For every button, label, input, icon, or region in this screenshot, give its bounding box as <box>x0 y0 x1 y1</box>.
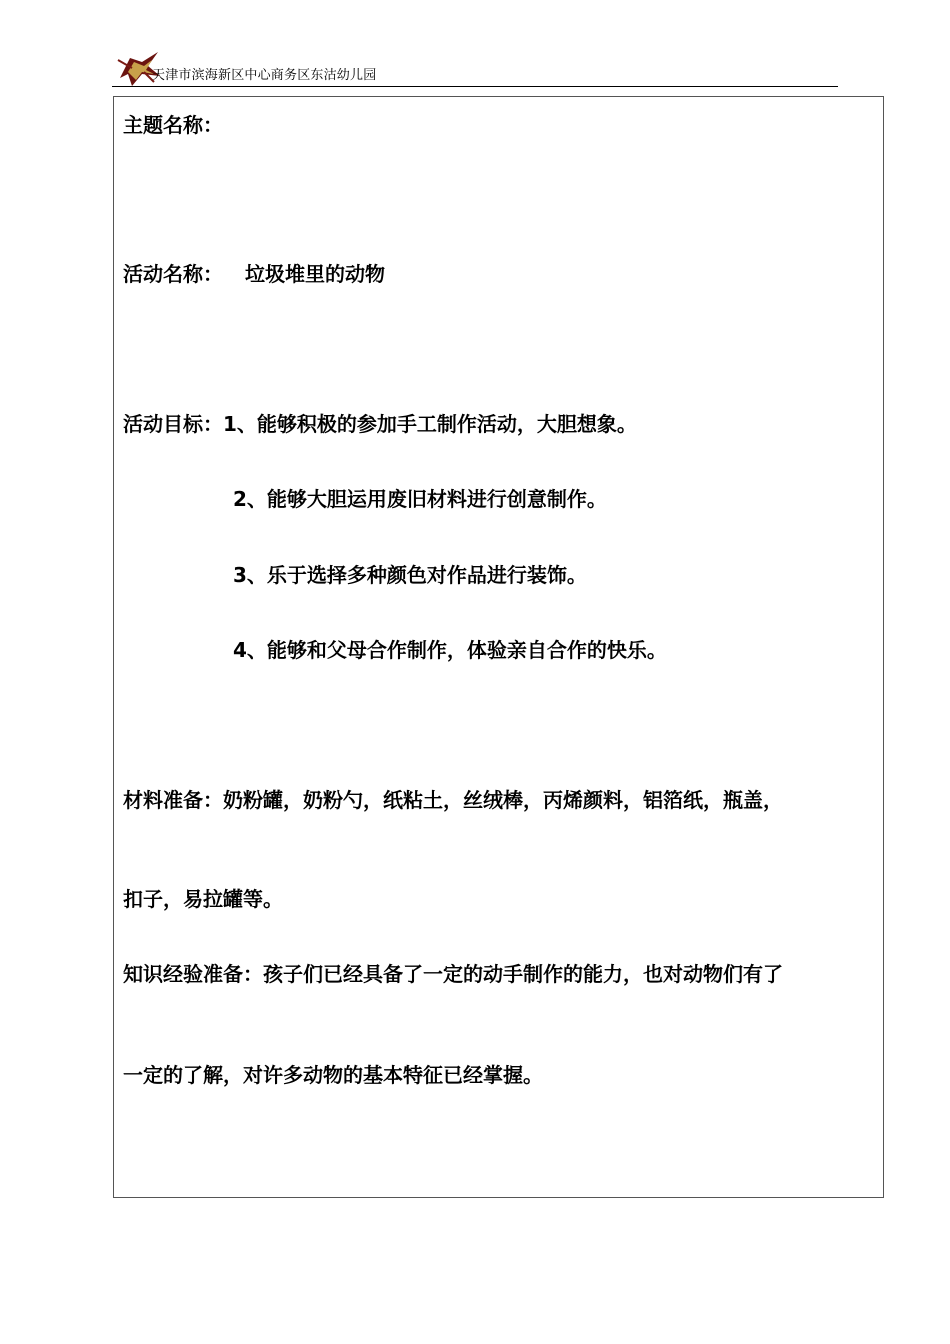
theme-row <box>123 113 223 137</box>
goals-row <box>123 412 637 436</box>
page-header <box>112 44 838 88</box>
materials-text: 奶粉罐，奶粉勺，纸粘土，丝绒棒，丙烯颜料，铝箔纸，瓶盖， <box>223 788 783 812</box>
knowledge-text: 孩子们已经具备了一定的动手制作的能力，也对动物们有了 <box>263 962 783 986</box>
knowledge-text-continued: 一定的了解，对许多动物的基本特征已经掌握。 <box>123 1063 543 1087</box>
goals-label: 活动目标： <box>123 412 223 436</box>
goal-item: 4、能够和父母合作制作，体验亲自合作的快乐。 <box>233 638 667 662</box>
header-divider <box>112 86 838 87</box>
materials-text-continued: 扣子，易拉罐等。 <box>123 887 283 911</box>
activity-value: 垃圾堆里的动物 <box>245 262 385 286</box>
knowledge-label: 知识经验准备： <box>123 962 263 986</box>
goal-item: 3、乐于选择多种颜色对作品进行装饰。 <box>233 563 587 587</box>
activity-label: 活动名称： <box>123 262 223 286</box>
goal-item: 2、能够大胆运用废旧材料进行创意制作。 <box>233 487 607 511</box>
theme-label: 主题名称： <box>123 113 223 137</box>
activity-row <box>123 262 385 286</box>
materials-label: 材料准备： <box>123 788 223 812</box>
knowledge-row <box>123 962 783 986</box>
goal-item: 1、能够积极的参加手工制作活动，大胆想象。 <box>223 412 637 436</box>
header-title: 天津市滨海新区中心商务区东沽幼儿园 <box>152 68 377 83</box>
materials-row <box>123 788 783 812</box>
